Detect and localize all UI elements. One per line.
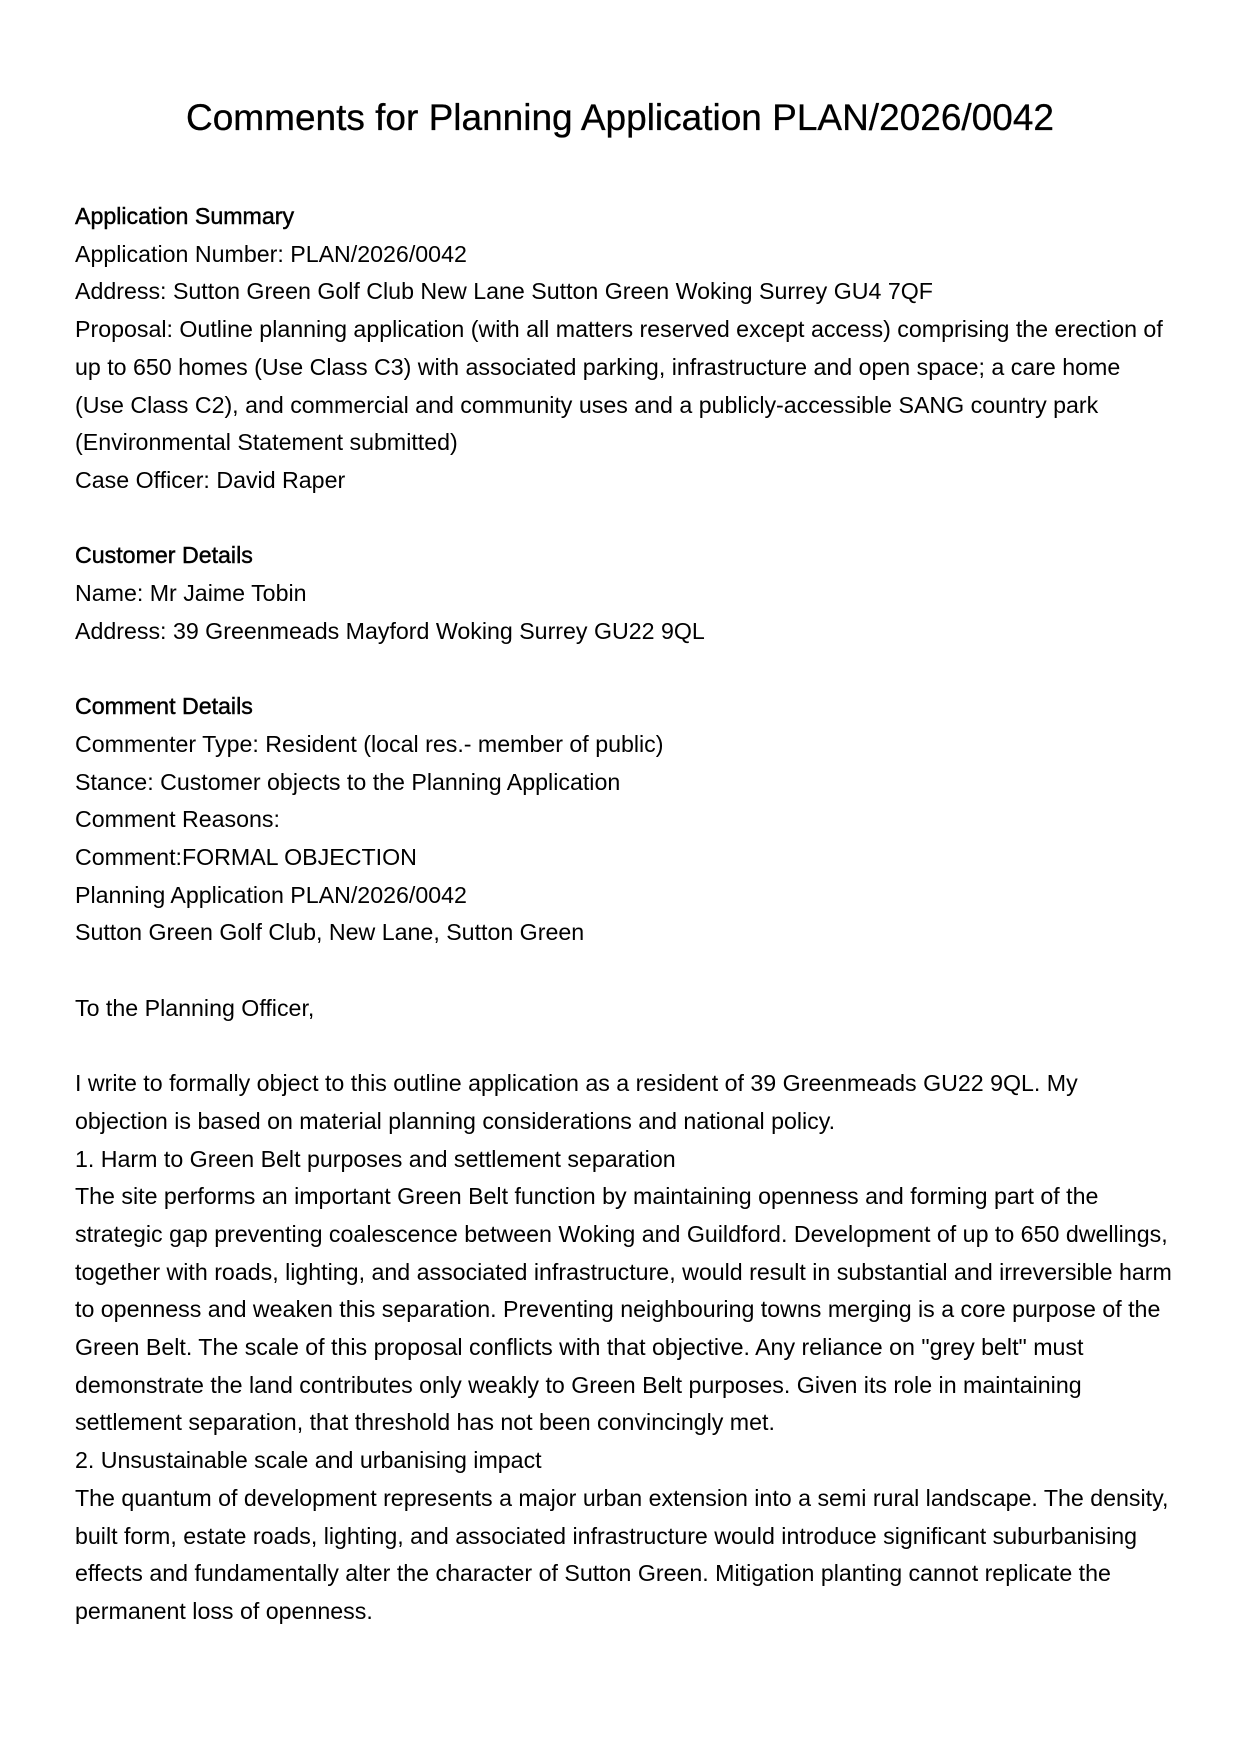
comment-line: Planning Application PLAN/2026/0042: [75, 881, 467, 908]
point-body: The site performs an important Green Belt function by maintaining openness and forming part of the strategic gap preventing coalescence between Woking and Guildford. Development of up to 650 dwellings, together with roads, lighting, and associated infrastructure, would result in substantial and irreversible harm to openness and weaken this separation. Preventing neighbouring towns merging is a core purpose of the Green Belt. The scale of this proposal conflicts with that objective. Any reliance on "grey belt" must demonstrate the land contributes only weakly to Green Belt purposes. Given its role in maintaining settlement separation, that threshold has not been convincingly met.: [75, 1183, 1172, 1436]
stance: Stance: Customer objects to the Planning Application: [75, 768, 621, 795]
letter-intro: I write to formally object to this outline application as a resident of 39 Greenmeads GU22 9QL. My objection is based on material planning considerations and national policy.: [75, 1070, 1078, 1134]
comment-details-heading: Comment Details: [75, 693, 253, 720]
page-title: Comments for Planning Application PLAN/2026/0042: [186, 97, 1054, 138]
commenter-type: Commenter Type: Resident (local res.- member of public): [75, 730, 664, 757]
comment-details-section: [75, 688, 1175, 1631]
application-number: Application Number: PLAN/2026/0042: [75, 240, 467, 267]
comment-reasons: Comment Reasons:: [75, 806, 280, 833]
paragraph-gap: [75, 1027, 1175, 1065]
document-body: [75, 198, 1175, 1631]
customer-details-heading: Customer Details: [75, 542, 253, 569]
application-summary-section: [75, 198, 1175, 500]
customer-details-section: [75, 537, 1175, 650]
letter-salutation: To the Planning Officer,: [75, 994, 315, 1021]
section-gap: [75, 500, 1175, 538]
section-gap: [75, 650, 1175, 688]
case-officer: Case Officer: David Raper: [75, 466, 346, 493]
paragraph-gap: [75, 952, 1175, 990]
customer-address: Address: 39 Greenmeads Mayford Woking Surrey GU22 9QL: [75, 617, 705, 644]
application-summary-heading: Application Summary: [75, 203, 295, 229]
application-address: Address: Sutton Green Golf Club New Lane Sutton Green Woking Surrey GU4 7QF: [75, 278, 933, 305]
point-body: The quantum of development represents a major urban extension into a semi rural landscape. The density, built form, estate roads, lighting, and associated infrastructure would introduce significant suburbanising effects and fundamentally alter the character of Sutton Green. Mitigation planting cannot replicate the permanent loss of openness.: [75, 1484, 1169, 1624]
comment-line: Comment:FORMAL OBJECTION: [75, 843, 417, 870]
point-heading: 1. Harm to Green Belt purposes and settlement separation: [75, 1145, 676, 1172]
comment-line: Sutton Green Golf Club, New Lane, Sutton Green: [75, 919, 585, 946]
customer-name: Name: Mr Jaime Tobin: [75, 580, 307, 607]
point-heading: 2. Unsustainable scale and urbanising impact: [75, 1447, 542, 1474]
application-proposal: Proposal: Outline planning application (with all matters reserved except access) comprising the erection of up to 650 homes (Use Class C3) with associated parking, infrastructure and open space; a care home (Use Class C2), and commercial and community uses and a publicly-accessible SANG country park (Environmental Statement submitted): [75, 316, 1163, 456]
